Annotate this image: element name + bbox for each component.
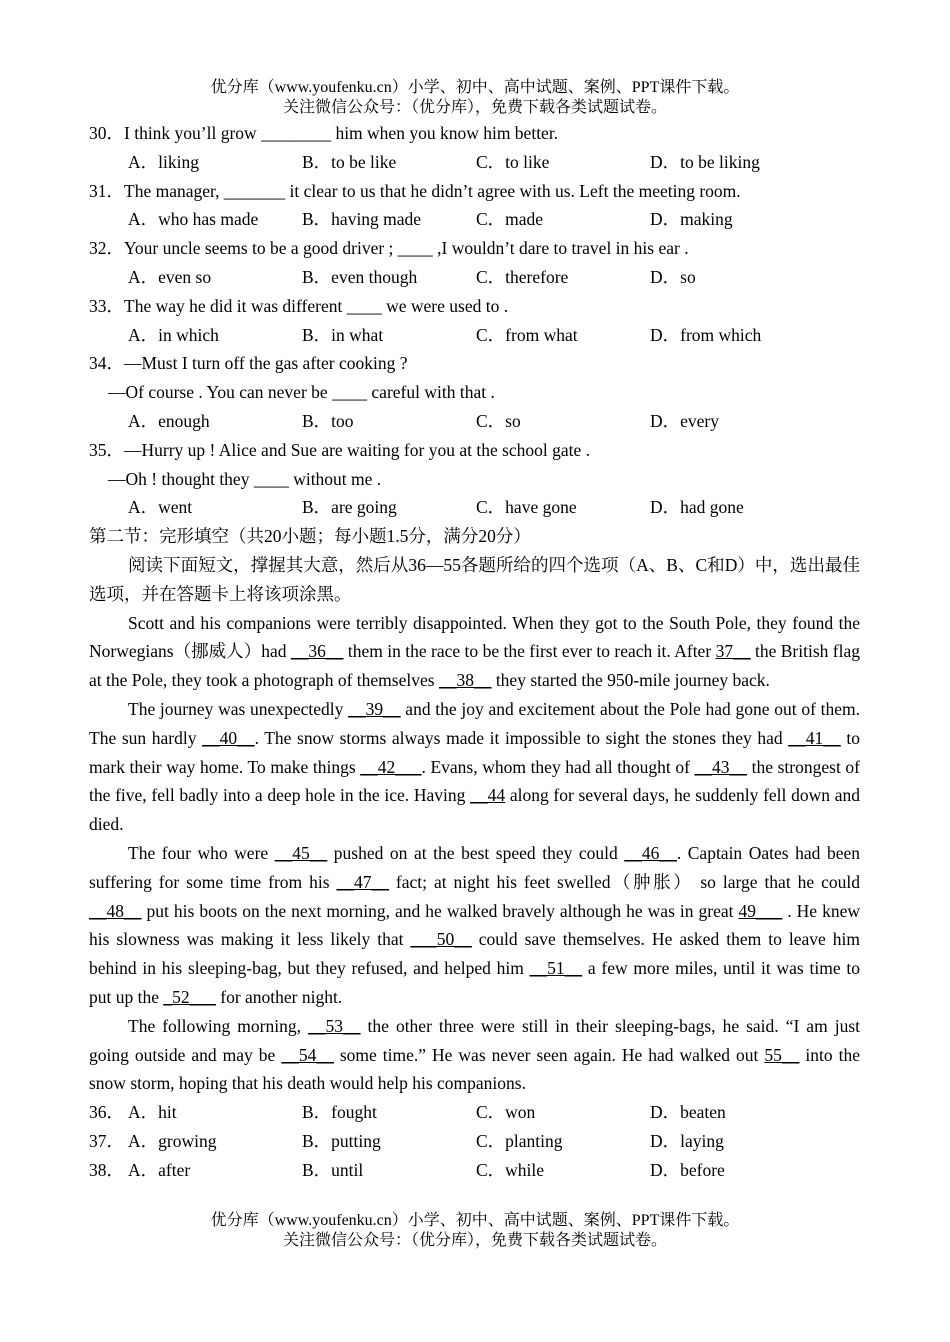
text: into the snow storm, hoping that his death would help his companions. xyxy=(89,1044,861,1094)
question-33-options xyxy=(89,321,860,350)
header-line-2: 关注微信公众号：（优分库），免费下载各类试题试卷。 xyxy=(282,99,667,116)
blank-39: __39__ xyxy=(348,698,401,719)
text: . He knew his slowness was making it less likely that xyxy=(89,900,860,950)
blank-41: __41__ xyxy=(788,727,841,748)
footer-line-2: 关注微信公众号：（优分库），免费下载各类试题试卷。 xyxy=(282,1232,667,1249)
option-a: A．liking xyxy=(128,151,199,172)
option-c: C．so xyxy=(476,410,521,431)
blank-43: __43__ xyxy=(694,756,748,777)
option-b: B．having made xyxy=(302,209,422,230)
page-footer xyxy=(0,1211,950,1251)
option-b: B．putting xyxy=(302,1130,381,1151)
option-c: C．to like xyxy=(476,151,550,172)
option-b: B．in what xyxy=(302,324,384,345)
option-c: C．while xyxy=(476,1159,545,1180)
text: . Captain Oates had been suffering for some time from his xyxy=(89,842,860,892)
question-30-stem: 30．I think you’ll grow ________ him when you know him better. xyxy=(89,123,559,143)
passage-paragraph-1 xyxy=(89,609,860,695)
question-35-reply: —Oh ! thought they ____ without me . xyxy=(108,468,382,489)
blank-40: __40__ xyxy=(202,727,255,748)
text: . Evans, whom they had all thought of xyxy=(421,756,695,777)
text: fact; at night his feet swelled（肿胀） so large that he could xyxy=(388,871,860,892)
section-2-title: 第二节：完形填空（共20小题；每小题1.5分，满分20分） xyxy=(89,526,531,547)
question-number: 38． xyxy=(89,1159,124,1180)
question-33-stem: 33．The way he did it was different ____ we were used to . xyxy=(89,295,509,316)
option-a: A．after xyxy=(128,1159,191,1180)
text: some time.” He was never seen again. He had walked out xyxy=(333,1044,765,1065)
text: along for several days, he suddenly fell down and died. xyxy=(89,785,860,835)
text: them in the race to be the first ever to reach it. After xyxy=(343,641,716,662)
cloze-36-options xyxy=(89,1098,860,1127)
text: they started the 950-mile journey back. xyxy=(491,670,770,691)
cloze-37-options xyxy=(89,1127,860,1156)
option-d: D．beaten xyxy=(650,1102,726,1123)
document-body xyxy=(89,119,860,1184)
text: the strongest of the five, fell badly into a deep hole in the ice. Having xyxy=(89,756,860,806)
footer-line-1: 优分库（www.youfenku.cn）小学、初中、高中试题、案例、PPT课件下载。 xyxy=(210,1212,740,1229)
option-d: D．before xyxy=(650,1159,725,1180)
section-2-instruction: 阅读下面短文，撑握其大意，然后从36—55各题所给的四个选项（A、B、C和D）中，选出最佳选项，并在答题卡上将该项涂黑。 xyxy=(89,554,860,604)
question-34-reply: —Of course . You can never be ____ careful with that . xyxy=(108,382,495,403)
header-line-1: 优分库（www.youfenku.cn）小学、初中、高中试题、案例、PPT课件下载。 xyxy=(210,79,740,96)
text: The four who were xyxy=(128,842,275,863)
passage-paragraph-3 xyxy=(89,839,860,1012)
text: for another night. xyxy=(215,986,343,1007)
option-c: C．planting xyxy=(476,1130,563,1151)
option-b: B．too xyxy=(302,410,354,431)
blank-38: __38__ xyxy=(438,670,492,691)
passage-paragraph-4 xyxy=(89,1012,860,1098)
option-d: D．laying xyxy=(650,1130,724,1151)
option-c: C．won xyxy=(476,1102,536,1123)
text: pushed on at the best speed they could xyxy=(327,842,625,863)
question-32-stem: 32．Your uncle seems to be a good driver ; ____ ,I wouldn’t dare to travel in his ear . xyxy=(89,238,689,259)
option-c: C．have gone xyxy=(476,497,577,518)
blank-50: ___50__ xyxy=(410,929,472,950)
text: The following morning, xyxy=(128,1015,309,1036)
question-35-options xyxy=(89,493,860,522)
option-b: B．even though xyxy=(302,266,418,287)
question-number: 36． xyxy=(89,1102,124,1123)
text: . The snow storms always made it impossible to sight the stones they had xyxy=(254,727,789,748)
question-number: 37． xyxy=(89,1130,124,1151)
option-c: C．from what xyxy=(476,324,578,345)
blank-45: __45__ xyxy=(274,842,328,863)
option-d: D．so xyxy=(650,266,696,287)
option-d: D．from which xyxy=(650,324,762,345)
blank-54: __54__ xyxy=(281,1044,334,1065)
blank-36: __36__ xyxy=(290,641,344,662)
option-a: A．went xyxy=(128,497,193,518)
question-32-options xyxy=(89,263,860,292)
option-a: A．who has made xyxy=(128,209,259,230)
option-d: D．to be liking xyxy=(650,151,760,172)
blank-44: __44 xyxy=(470,785,506,806)
blank-37: 37__ xyxy=(715,641,751,662)
page-header xyxy=(0,78,950,118)
blank-52: _52___ xyxy=(163,986,216,1007)
question-34-stem: 34．—Must I turn off the gas after cooking ? xyxy=(89,353,408,374)
text: a few more miles, until it was time to put up the xyxy=(89,958,860,1007)
question-31-options xyxy=(89,205,860,234)
blank-51: __51__ xyxy=(529,958,583,979)
blank-48: __48__ xyxy=(89,900,142,921)
question-35-stem: 35．—Hurry up ! Alice and Sue are waiting for you at the school gate . xyxy=(89,439,591,460)
option-d: D．making xyxy=(650,209,733,230)
option-c: C．therefore xyxy=(476,266,569,287)
option-b: B．fought xyxy=(302,1102,377,1123)
text: The journey was unexpectedly xyxy=(128,698,349,719)
blank-49: 49___ xyxy=(738,900,783,921)
option-a: A．growing xyxy=(128,1130,217,1151)
cloze-38-options xyxy=(89,1156,860,1185)
text: the British flag at the Pole, they took a photograph of themselves xyxy=(89,641,861,691)
option-d: D．every xyxy=(650,410,720,431)
question-30-options xyxy=(89,148,860,177)
option-c: C．made xyxy=(476,209,544,230)
text: put his boots on the next morning, and he walked bravely although he was in great xyxy=(141,900,739,921)
blank-47: __47__ xyxy=(336,871,389,892)
blank-46: __46__ xyxy=(624,842,677,863)
blank-55: 55__ xyxy=(764,1044,800,1065)
option-a: A．in which xyxy=(128,324,219,345)
option-d: D．had gone xyxy=(650,497,744,518)
option-b: B．until xyxy=(302,1159,364,1180)
text: could save themselves. He asked them to leave him behind in his sleeping-bag, but they refused, and helped him xyxy=(89,929,860,979)
option-b: B．are going xyxy=(302,497,397,518)
question-31-stem: 31．The manager, _______ it clear to us that he didn’t agree with us. Left the meeting room. xyxy=(89,180,741,201)
blank-53: __53__ xyxy=(308,1015,361,1036)
option-a: A．enough xyxy=(128,410,210,431)
option-a: A．hit xyxy=(128,1102,177,1123)
text: Scott and his companions were terribly disappointed. When they got to the South Pole, they found the Norwegians（挪威人）had xyxy=(89,612,860,662)
option-b: B．to be like xyxy=(302,151,397,172)
question-34-options xyxy=(89,407,860,436)
option-a: A．even so xyxy=(128,266,212,287)
passage-paragraph-2 xyxy=(89,695,860,839)
text: and the joy and excitement about the Pole had gone out of them. The sun hardly xyxy=(89,698,860,748)
text: to mark their way home. To make things xyxy=(89,727,860,777)
blank-42: __42___ xyxy=(360,756,422,777)
text: the other three were still in their sleeping-bags, he said. “I am just going outside and may be xyxy=(89,1015,860,1065)
